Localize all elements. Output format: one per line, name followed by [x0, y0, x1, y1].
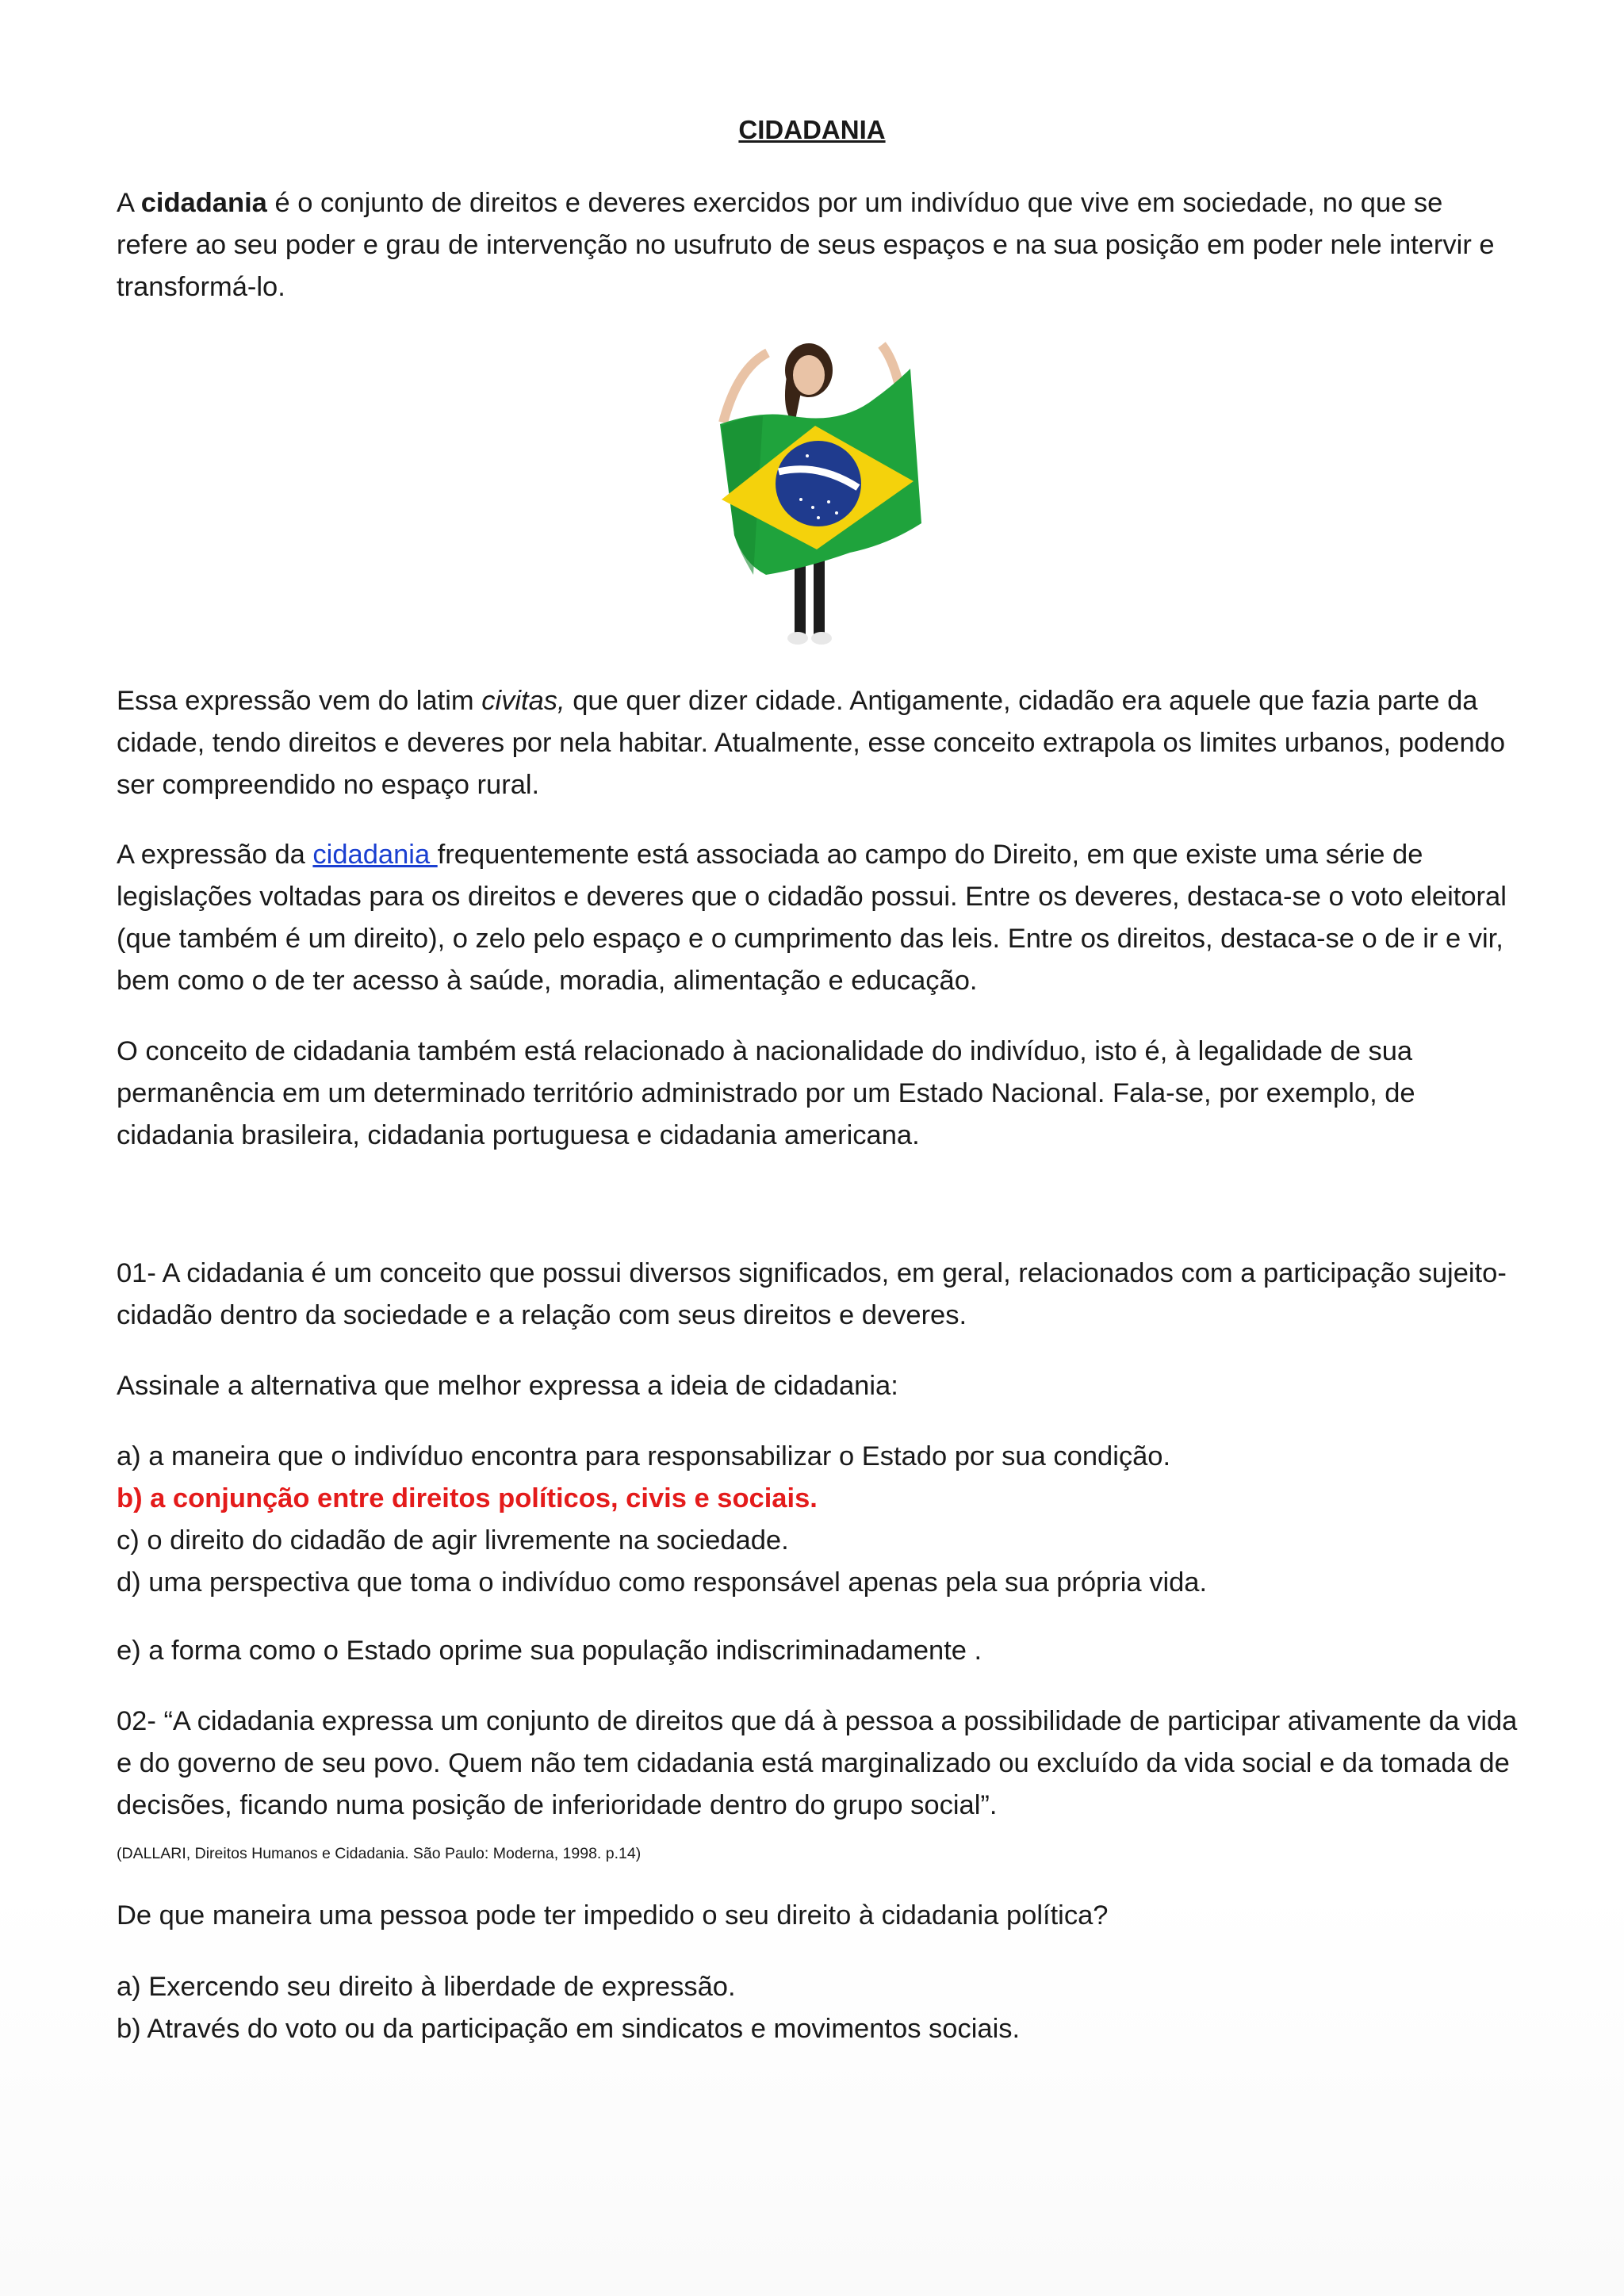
law-paragraph: [117, 834, 1520, 1002]
intro-paragraph: [117, 182, 1520, 308]
intro-rest: é o conjunto de direitos e deveres exercidos por um indivíduo que vive em sociedade, no que se refere ao seu poder e grau de intervenção no usufruto de seus espaços e na sua posição em poder nele intervir e transformá-lo.: [117, 188, 1495, 302]
question-1-stem: 01- A cidadania é um conceito que possui diversos significados, em geral, relacionados com a participação sujeito-cidadão dentro da sociedade e a relação com seus direitos e deveres.: [117, 1258, 1507, 1330]
origin-latin-term: civitas,: [481, 686, 565, 716]
question-2-citation: (DALLARI, Direitos Humanos e Cidadania. São Paulo: Moderna, 1998. p.14): [117, 1845, 642, 1862]
page-background: [0, 1887, 1624, 2296]
option-1e: e) a forma como o Estado oprime sua população indiscriminadamente .: [117, 1636, 982, 1666]
question-1-options: [117, 1436, 1520, 1604]
law-after: frequentemente está associada ao campo do Direito, em que existe uma série de legislações voltadas para os direitos e deveres que o cidadão possui. Entre os deveres, destaca-se o voto eleitoral (que também é um direito), o zelo pelo espaço e o cumprimento das leis. Entre os direitos, destaca-se o de ir e vir, bem como o de ter acesso à saúde, moradia, alimentação e educação.: [117, 840, 1507, 996]
option-1c: c) o direito do cidadão de agir livremente na sociedade.: [117, 1525, 789, 1556]
option-1a: a) a maneira que o indivíduo encontra para responsabilizar o Estado por sua condição.: [117, 1441, 1171, 1471]
law-before: A expressão da: [117, 840, 313, 870]
question-2-quote: 02- “A cidadania expressa um conjunto de direitos que dá à pessoa a possibilidade de participar ativamente da vida e do governo de seu povo. Quem não tem cidadania está marginalizado ou excluído da vida social e da tomada de decisões, ficando numa posição de inferioridade dentro do grupo social”.: [117, 1706, 1518, 1820]
page-title: CIDADANIA: [738, 115, 886, 144]
question-2-prompt: De que maneira uma pessoa pode ter impedido o seu direito à cidadania política?: [117, 1900, 1109, 1931]
option-2a: a) Exercendo seu direito à liberdade de expressão.: [117, 1972, 736, 2002]
intro-term: cidadania: [140, 188, 267, 218]
option-1d: d) uma perspectiva que toma o indivíduo como responsável apenas pela sua própria vida.: [117, 1567, 1208, 1598]
origin-after: que quer dizer cidade. Antigamente, cidadão era aquele que fazia parte da cidade, tendo direitos e deveres por nela habitar. Atualmente, esse conceito extrapola os limites urbanos, podendo ser compreendido no espaço rural.: [117, 686, 1506, 800]
origin-before: Essa expressão vem do latim: [117, 686, 482, 716]
cidadania-link[interactable]: cidadania: [312, 840, 438, 870]
nationality-paragraph: O conceito de cidadania também está relacionado à nacionalidade do indivíduo, isto é, à legalidade de sua permanência em um determinado território administrado por um Estado Nacional. Fala-se, por exemplo, de cidadania brasileira, cidadania portuguesa e cidadania americana.: [117, 1036, 1415, 1150]
question-2-options: [117, 1966, 1520, 2050]
intro-lead: A: [117, 188, 141, 218]
question-1-prompt: Assinale a alternativa que melhor expressa a ideia de cidadania:: [117, 1371, 898, 1401]
origin-paragraph: [117, 680, 1520, 806]
option-2b: b) Através do voto ou da participação em sindicatos e movimentos sociais.: [117, 2014, 1021, 2044]
option-1b-answer: b) a conjunção entre direitos políticos, civis e sociais.: [117, 1483, 818, 1513]
brazil-flag-illustration: [674, 337, 944, 654]
